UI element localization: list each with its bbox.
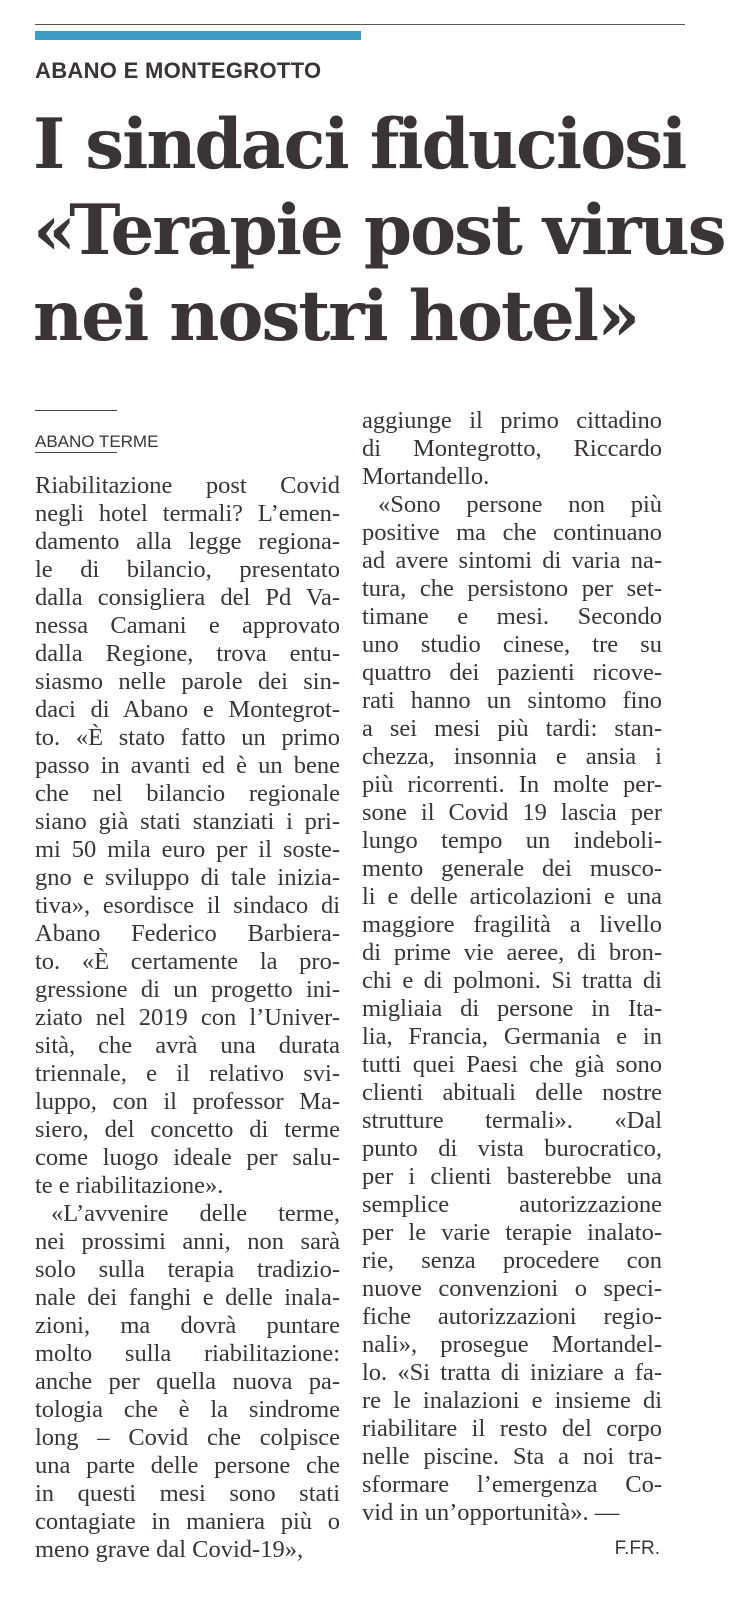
- author-signature: F.FR.: [614, 1538, 660, 1559]
- text-line: sformare l’emergenza Co-: [362, 1471, 662, 1498]
- text-line: le di bilancio, presentato: [35, 556, 340, 583]
- dateline-rule-top: [35, 410, 117, 411]
- text-line: riabilitare il resto del corpo: [362, 1415, 662, 1442]
- text-line: tura, che persistono per set-: [362, 575, 662, 602]
- text-line: strutture termali». «Dal: [362, 1107, 662, 1134]
- text-line: te e riabilitazione».: [35, 1172, 224, 1199]
- section-accent-bar: [35, 31, 361, 40]
- text-line: solo sulla terapia tradizio-: [35, 1256, 340, 1283]
- article-column-right: [362, 407, 662, 1527]
- text-line: più ricorrenti. In molte per-: [362, 771, 662, 798]
- text-line: nei prossimi anni, non sarà: [35, 1228, 340, 1255]
- text-line: siero, del concetto di terme: [35, 1116, 340, 1143]
- text-line: passo in avanti ed è un bene: [35, 752, 340, 779]
- text-line: triennale, e il relativo svi-: [35, 1060, 340, 1087]
- article-column-left: [35, 472, 340, 1564]
- headline: [33, 102, 725, 360]
- text-line: re le inalazioni e insieme di: [362, 1387, 662, 1414]
- text-line: quattro dei pazienti ricove-: [362, 659, 662, 686]
- text-line: rie, senza procedere con: [362, 1247, 662, 1274]
- text-line: mento generale dei musco-: [362, 855, 662, 882]
- text-line: ad avere sintomi di varia na-: [362, 547, 662, 574]
- text-line: una parte delle persone che: [35, 1452, 340, 1479]
- text-line: aggiunge il primo cittadino: [362, 407, 662, 434]
- text-line: siano già stati stanziati i pri-: [35, 808, 340, 835]
- text-line: li e delle articolazioni e una: [362, 883, 662, 910]
- text-line: sone il Covid 19 lascia per: [362, 799, 662, 826]
- text-line: punto di vista burocratico,: [362, 1135, 662, 1162]
- text-line: nale dei fanghi e delle inala-: [35, 1284, 340, 1311]
- text-line: meno grave dal Covid-19»,: [35, 1536, 304, 1563]
- text-line: tologia che è la sindrome: [35, 1396, 340, 1423]
- text-line: tiva», esordisce il sindaco di: [35, 892, 340, 919]
- text-line: to. «È stato fatto un primo: [35, 724, 340, 751]
- text-line: siasmo nelle parole dei sin-: [35, 668, 340, 695]
- headline-line: nei nostri hotel»: [33, 276, 639, 357]
- text-line: gno e sviluppo di tale inizia-: [35, 864, 340, 891]
- text-line: dalla Regione, trova entu-: [35, 640, 340, 667]
- text-line: nessa Camani e approvato: [35, 612, 340, 639]
- text-line: sità, che avrà una durata: [35, 1032, 340, 1059]
- text-line: semplice autorizzazione: [362, 1191, 662, 1218]
- text-line: contagiate in maniera più o: [35, 1508, 340, 1535]
- text-line: to. «È certamente la pro-: [35, 948, 340, 975]
- text-line: nelle piscine. Sta a noi tra-: [362, 1443, 662, 1470]
- top-rule: [35, 24, 685, 25]
- text-line: «Sono persone non più: [378, 491, 662, 518]
- text-line: anche per quella nuova pa-: [35, 1368, 340, 1395]
- text-line: positive ma che continuano: [362, 519, 662, 546]
- text-line: in questi mesi sono stati: [35, 1480, 340, 1507]
- text-line: maggiore fragilità a livello: [362, 911, 662, 938]
- text-line: luppo, con il professor Ma-: [35, 1088, 340, 1115]
- text-line: ziato nel 2019 con l’Univer-: [35, 1004, 340, 1031]
- text-line: chi e di polmoni. Si tratta di: [362, 967, 662, 994]
- text-line: migliaia di persone in Ita-: [362, 995, 662, 1022]
- text-line: nali», prosegue Mortandel-: [362, 1331, 662, 1358]
- text-line: uno studio cinese, tre su: [362, 631, 662, 658]
- text-line: clienti abituali delle nostre: [362, 1079, 662, 1106]
- dateline: ABANO TERME: [35, 432, 159, 451]
- text-line: per i clienti basterebbe una: [362, 1163, 662, 1190]
- text-line: dalla consigliera del Pd Va-: [35, 584, 340, 611]
- headline-line: I sindaci fiduciosi: [33, 104, 686, 185]
- text-line: che nel bilancio regionale: [35, 780, 340, 807]
- text-line: daci di Abano e Montegrot-: [35, 696, 340, 723]
- text-line: come luogo ideale per salu-: [35, 1144, 340, 1171]
- headline-line: «Terapie post virus: [33, 190, 725, 271]
- dateline-rule-bottom: [35, 452, 117, 453]
- text-line: nuove convenzioni o speci-: [362, 1275, 662, 1302]
- text-line: «L’avvenire delle terme,: [51, 1200, 340, 1227]
- text-line: di prime vie aeree, di bron-: [362, 939, 662, 966]
- text-line: negli hotel termali? L’emen-: [35, 500, 340, 527]
- text-line: Riabilitazione post Covid: [35, 472, 340, 499]
- text-line: Abano Federico Barbiera-: [35, 920, 340, 947]
- section-kicker: ABANO E MONTEGROTTO: [35, 58, 322, 83]
- text-line: Mortandello.: [362, 463, 490, 490]
- text-line: a sei mesi più tardi: stan-: [362, 715, 662, 742]
- text-line: lo. «Si tratta di iniziare a fa-: [362, 1359, 662, 1386]
- text-line: chezza, insonnia e ansia i: [362, 743, 662, 770]
- text-line: di Montegrotto, Riccardo: [362, 435, 662, 462]
- text-line: damento alla legge regiona-: [35, 528, 340, 555]
- text-line: molto sulla riabilitazione:: [35, 1340, 340, 1367]
- text-line: mi 50 mila euro per il soste-: [35, 836, 340, 863]
- text-line: long – Covid che colpisce: [35, 1424, 340, 1451]
- text-line: timane e mesi. Secondo: [362, 603, 662, 630]
- text-line: gressione di un progetto ini-: [35, 976, 340, 1003]
- text-line: fiche autorizzazioni regio-: [362, 1303, 662, 1330]
- text-line: zioni, ma dovrà puntare: [35, 1312, 340, 1339]
- text-line: tutti quei Paesi che già sono: [362, 1051, 662, 1078]
- text-line: lungo tempo un indeboli-: [362, 827, 662, 854]
- text-line: rati hanno un sintomo fino: [362, 687, 662, 714]
- text-line: vid in un’opportunità». —: [362, 1499, 620, 1526]
- text-line: lia, Francia, Germania e in: [362, 1023, 662, 1050]
- text-line: per le varie terapie inalato-: [362, 1219, 662, 1246]
